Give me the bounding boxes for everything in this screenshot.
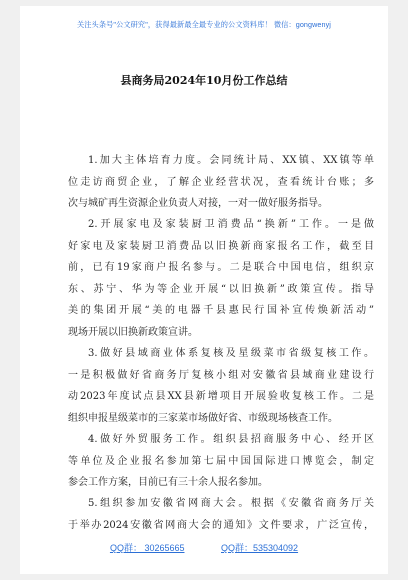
qq-group-1: QQ群： 30265665 <box>109 543 185 553</box>
paragraph-3 <box>68 343 374 429</box>
paragraph-2 <box>68 214 374 343</box>
paragraph-line: 3.做好县域商业体系复核及星级菜市省级复核工作。 <box>88 348 374 359</box>
paragraph-line: 东、苏宁、华为等企业开展“以旧换新”政策宣传。指导 <box>68 283 374 295</box>
paragraph-line: 次与城矿再生资源企业负责人对接，一对一做好服务指导。 <box>68 198 328 209</box>
paragraph-line: 一是积极做好省商务厅复核小组对安徽省县域商业建设行 <box>68 369 374 381</box>
qq-group-2: QQ群：535304092 <box>221 543 299 553</box>
top-banner: 关注头条号"公文研究"，获得最新最全最专业的公文资料库！ 微信：gongwenyj <box>76 20 331 29</box>
paragraph-line: 好家电及家装厨卫消费品以旧换新商家报名工作，截至目 <box>68 240 374 252</box>
paragraph-line: 前，已有19家商户报名参与。二是联合中国电信，组织京 <box>68 262 374 273</box>
paragraph-line: 位走访商贸企业，了解企业经营状况，查看统计台账；多 <box>68 176 374 188</box>
paragraph-line: 1.加大主体培育力度。会同统计局、XX镇、XX镇等单 <box>88 155 374 166</box>
document-title: 县商务局2024年10月份工作总结 <box>120 74 288 87</box>
paragraph-line: 现场开展以旧换新政策宣讲。 <box>68 326 198 338</box>
document-page <box>20 6 388 574</box>
paragraph-line: 5.组织参加安徽省网商大会。根据《安徽省商务厅关 <box>88 498 374 509</box>
paragraph-line: 参会工作方案，目前已有三十余人报名参加。 <box>68 477 268 488</box>
paragraph-4 <box>68 429 374 494</box>
paragraph-line: 4.做好外贸服务工作。组织县招商服务中心、经开区 <box>88 434 374 445</box>
paragraph-line: 于举办2024安徽省网商大会的通知》文件要求，广泛宣传， <box>68 519 374 531</box>
paragraph-5 <box>68 493 374 536</box>
paragraph-1 <box>68 150 374 215</box>
paragraph-line: 2.开展家电及家装厨卫消费品“换新”工作。一是做 <box>88 219 374 230</box>
paragraph-line: 美的集团开展“美的电器千县惠民行国补宣传焕新活动” <box>68 305 374 316</box>
paragraph-line: 动2023年度试点县XX县新增项目开展验收复核工作。二是 <box>68 391 374 402</box>
paragraph-line: 等单位及企业报名参加第七届中国国际进口博览会，制定 <box>68 455 374 467</box>
footer-qq-groups <box>20 541 388 554</box>
paragraph-line: 组织申报星级菜市的三家菜市场做好省、市级现场核查工作。 <box>68 412 338 424</box>
